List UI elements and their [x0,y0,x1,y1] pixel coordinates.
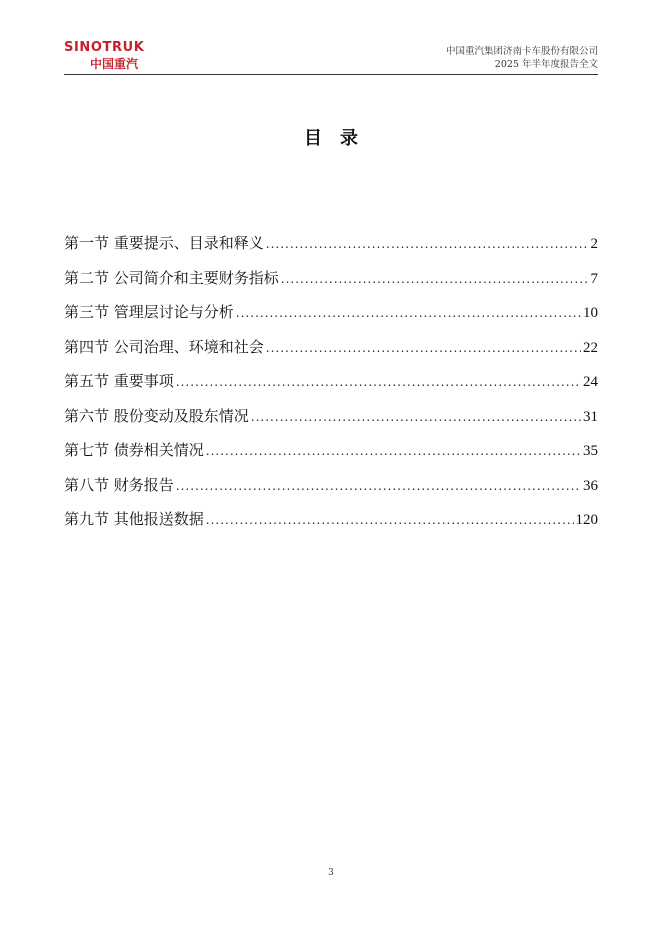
toc-entry[interactable] [64,232,598,267]
toc-leader [266,341,581,355]
toc-leader [236,306,581,320]
toc-label: 第五节 重要事项 [64,372,174,390]
toc-label: 第四节 公司治理、环境和社会 [64,337,264,356]
toc-label: 第七节 债券相关情况 [64,441,204,459]
toc-page: 22 [583,339,598,356]
toc-page: 7 [590,270,598,287]
toc-leader [176,479,581,493]
sinotruk-logo [64,40,174,72]
toc-label: 第六节 股份变动及股东情况 [64,406,249,425]
toc-label: 第一节 重要提示、目录和释义 [64,234,264,252]
logo-text-cn: 中国重汽 [90,57,139,71]
toc-entry[interactable] [64,336,598,371]
toc-entry[interactable] [64,439,598,474]
toc-label: 第八节 财务报告 [64,475,174,494]
toc-leader [176,375,581,389]
page-title: 目录 [304,128,376,149]
toc-page: 24 [583,374,598,390]
page-number: 3 [328,868,334,878]
table-of-contents [64,232,598,543]
toc-label: 第二节 公司简介和主要财务指标 [64,268,279,287]
toc-page: 2 [590,236,598,252]
toc-page: 36 [583,477,598,494]
toc-label: 第三节 管理层讨论与分析 [64,303,234,321]
toc-entry[interactable] [64,370,598,405]
toc-page: 120 [575,512,598,528]
toc-leader [251,410,581,424]
toc-label: 第九节 其他报送数据 [64,510,204,528]
company-name: 中国重汽集团济南卡车股份有限公司 [445,46,598,57]
toc-entry[interactable] [64,405,598,440]
report-name: 2025 年半年度报告全文 [494,59,598,70]
toc-leader [266,237,589,251]
toc-entry[interactable] [64,508,598,543]
toc-page: 10 [583,305,598,321]
toc-page: 31 [583,408,598,425]
toc-leader [206,444,581,458]
toc-entry[interactable] [64,267,598,302]
toc-entry[interactable] [64,301,598,336]
page-header [64,40,598,75]
toc-page: 35 [583,443,598,459]
toc-leader [281,272,589,286]
toc-entry[interactable] [64,474,598,509]
header-info [446,45,598,71]
logo-text-en: SINOTRUK [64,40,145,55]
toc-leader [206,513,574,527]
